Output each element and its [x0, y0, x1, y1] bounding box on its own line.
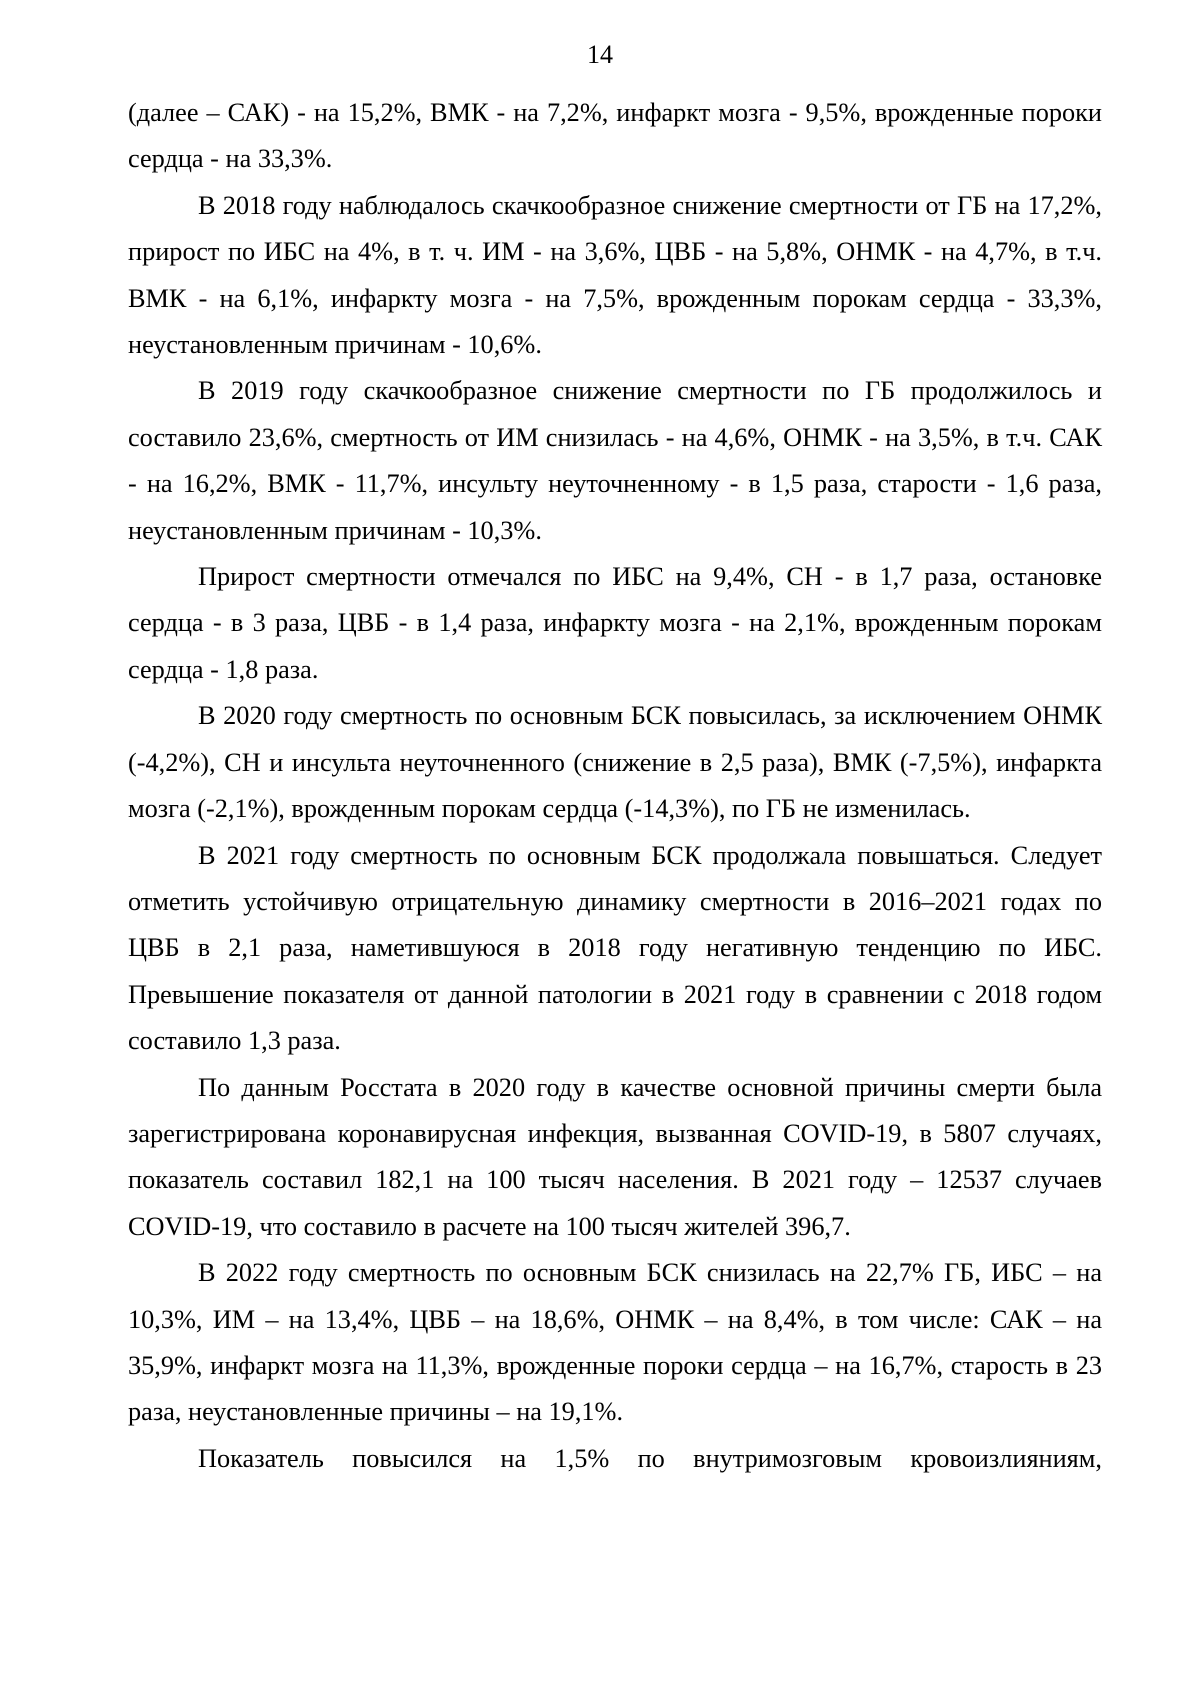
- paragraph-2021: В 2021 году смертность по основным БСК продолжала повышаться. Следует отметить устойчивую отрицательную динамику смертности в 2016–2021 годах по ЦВБ в 2,1 раза, наметившуюся в 2018 году негативную тенденцию по ИБС. Превышение показателя от данной патологии в 2021 году в сравнении с 2018 годом составило 1,3 раза.: [128, 840, 1102, 1056]
- paragraph-covid: По данным Росстата в 2020 году в качестве основной причины смерти была зарегистрирована коронавирусная инфекция, вызванная COVID-19, в 5807 случаях, показатель составил 182,1 на 100 тысяч населения. В 2021 году – 12537 случаев COVID-19, что составило в расчете на 100 тысяч жителей 396,7.: [128, 1072, 1102, 1241]
- paragraph-2020: В 2020 году смертность по основным БСК повысилась, за исключением ОНМК (-4,2%), СН и инсульта неуточненного (снижение в 2,5 раза), ВМК (-7,5%), инфаркта мозга (-2,1%), врожденным порокам сердца (-14,3%), по ГБ не изменилась.: [128, 701, 1102, 824]
- paragraph-2018: В 2018 году наблюдалось скачкообразное снижение смертности от ГБ на 17,2%, прирост по ИБС на 4%, в т. ч. ИМ - на 3,6%, ЦВБ - на 5,8%, ОНМК - на 4,7%, в т.ч. ВМК - на 6,1%, инфаркту мозга - на 7,5%, врожденным порокам сердца - 33,3%, неустановленным причинам - 10,6%.: [128, 190, 1102, 360]
- body-text: [128, 90, 1102, 1482]
- paragraph-2019: В 2019 году скачкообразное снижение смертности по ГБ продолжилось и составило 23,6%, смертность от ИМ снизилась - на 4,6%, ОНМК - на 3,5%, в т.ч. САК - на 16,2%, ВМК - 11,7%, инсульту неуточненному - в 1,5 раза, старости - 1,6 раза, неустановленным причинам - 10,3%.: [128, 376, 1102, 545]
- paragraph-continuation: (далее – САК) - на 15,2%, ВМК - на 7,2%, инфаркт мозга - 9,5%, врожденные пороки сердца - на 33,3%.: [128, 98, 1102, 174]
- page-number: 14: [587, 40, 613, 69]
- paragraph-2022: В 2022 году смертность по основным БСК снизилась на 22,7% ГБ, ИБС – на 10,3%, ИМ – на 13,4%, ЦВБ – на 18,6%, ОНМК – на 8,4%, в том числе: САК – на 35,9%, инфаркт мозга на 11,3%, врожденные пороки сердца – на 16,7%, старость в 23 раза, неустановленные причины – на 19,1%.: [128, 1258, 1102, 1427]
- paragraph-increase: Показатель повысился на 1,5% по внутримозговым кровоизлияниям,: [198, 1443, 1102, 1473]
- paragraph-growth: Прирост смертности отмечался по ИБС на 9,4%, СН - в 1,7 раза, остановке сердца - в 3 раза, ЦВБ - в 1,4 раза, инфаркту мозга - на 2,1%, врожденным порокам сердца - 1,8 раза.: [128, 562, 1102, 684]
